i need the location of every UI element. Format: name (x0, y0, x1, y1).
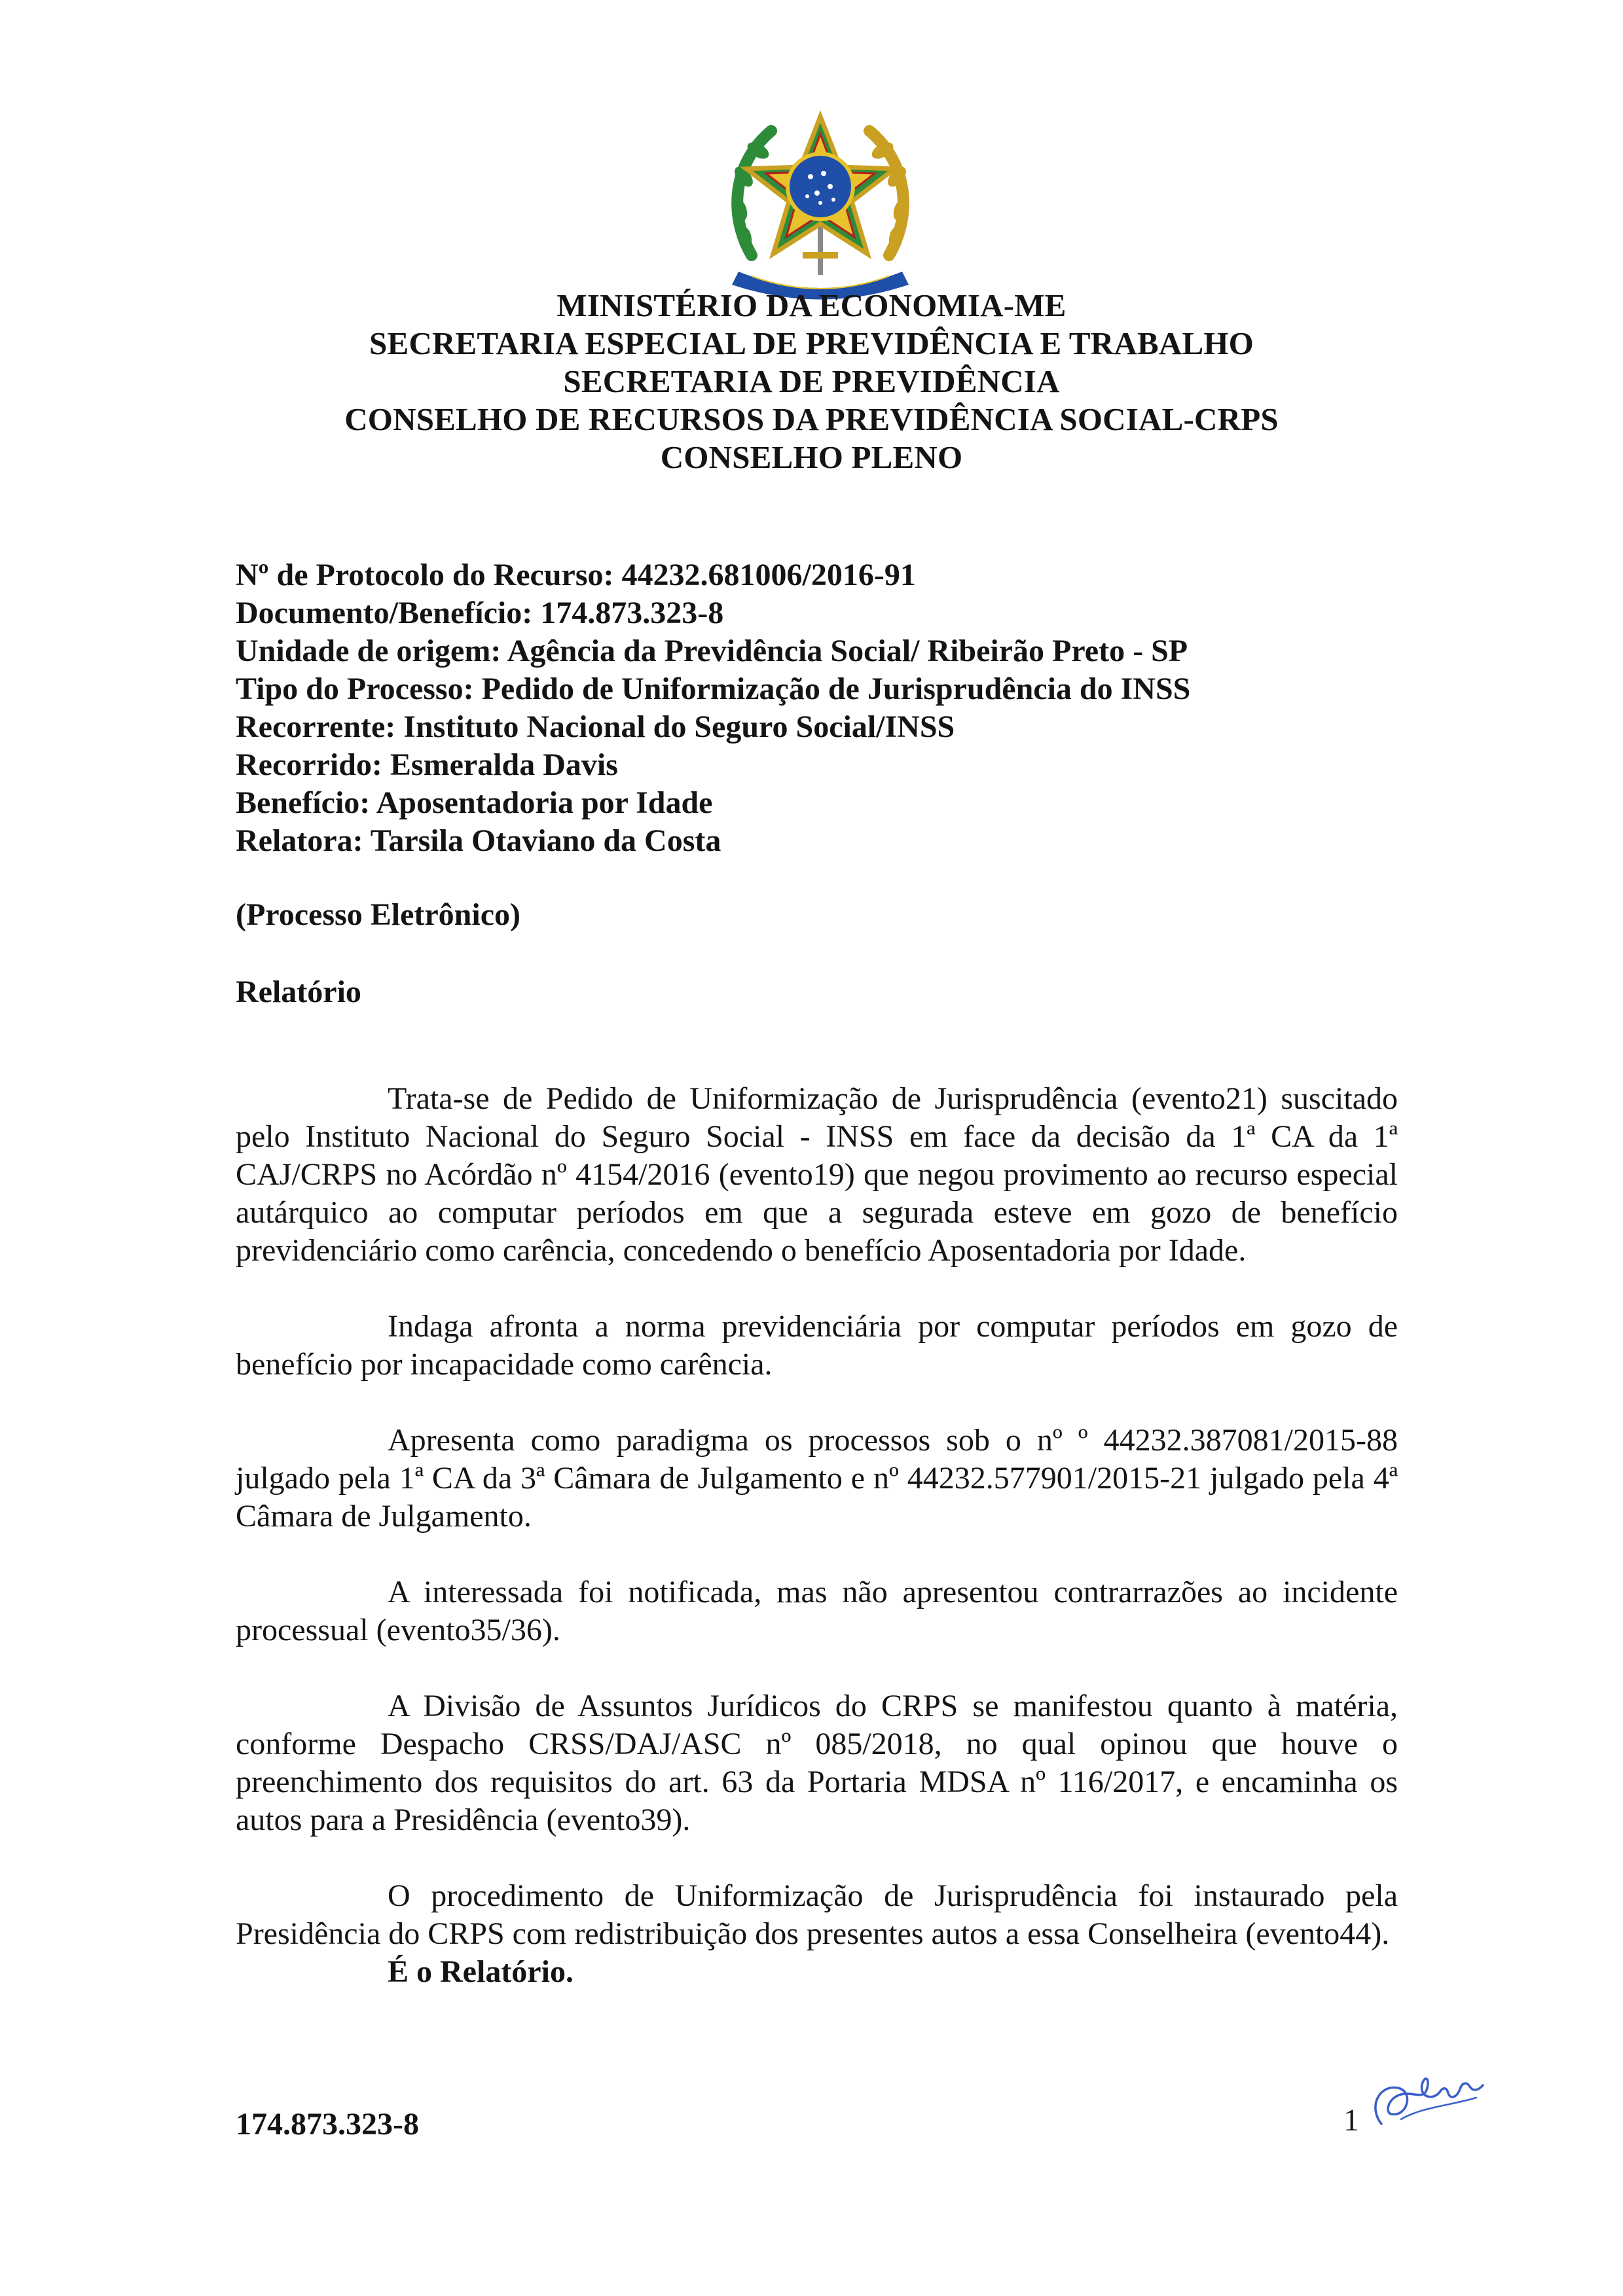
case-metadata (236, 556, 1414, 860)
meta-appellant: Recorrente: Instituto Nacional do Seguro Social/INSS (236, 709, 955, 744)
meta-protocol: Nº de Protocolo do Recurso: 44232.681006/2016-91 (236, 558, 916, 592)
meta-rapporteur: Relatora: Tarsila Otaviano da Costa (236, 823, 721, 858)
report-body (236, 1080, 1398, 1991)
header-special-secretariat: SECRETARIA ESPECIAL DE PREVIDÊNCIA E TRABALHO (369, 325, 1254, 361)
section-title: Relatório (236, 975, 361, 1009)
process-label: (Processo Eletrônico) (236, 897, 520, 932)
header-secretariat: SECRETARIA DE PREVIDÊNCIA (563, 363, 1060, 399)
header-plenary: CONSELHO PLENO (660, 439, 963, 475)
document-header (0, 287, 1623, 476)
coat-of-arms-icon (725, 105, 915, 301)
page-number: 1 (1343, 2103, 1359, 2138)
meta-appellee: Recorrido: Esmeralda Davis (236, 747, 618, 782)
paragraph: Indaga afronta a norma previdenciária por computar períodos em gozo de benefício por incapacidade como carência. (236, 1309, 1398, 1382)
meta-process-type: Tipo do Processo: Pedido de Uniformização de Jurisprudência do INSS (236, 672, 1191, 706)
paragraph: O procedimento de Uniformização de Jurisprudência foi instaurado pela Presidência do CRPS com redistribuição dos presentes autos a essa Conselheira (evento44). (236, 1878, 1398, 1951)
meta-document: Documento/Benefício: 174.873.323-8 (236, 596, 724, 630)
header-ministry: MINISTÉRIO DA ECONOMIA-ME (556, 287, 1067, 323)
footer-document-id: 174.873.323-8 (236, 2107, 419, 2142)
paragraph: A interessada foi notificada, mas não apresentou contrarrazões ao incidente processual (evento35/36). (236, 1575, 1398, 1647)
header-council: CONSELHO DE RECURSOS DA PREVIDÊNCIA SOCIAL-CRPS (344, 401, 1279, 437)
meta-benefit: Benefício: Aposentadoria por Idade (236, 785, 713, 820)
meta-origin-unit: Unidade de origem: Agência da Previdência Social/ Ribeirão Preto - SP (236, 634, 1188, 668)
closing-statement: É o Relatório. (388, 1954, 574, 1989)
paragraph: Trata-se de Pedido de Uniformização de Jurisprudência (evento21) suscitado pelo Instituto Nacional do Seguro Social - INSS em face da decisão da 1ª CA da 1ª CAJ/CRPS no Acórdão nº 4154/2016 (evento19) que negou provimento ao recurso especial autárquico ao computar períodos em que a segurada esteve em gozo de benefício previdenciário como carência, concedendo o benefício Aposentadoria por Idade. (236, 1081, 1398, 1268)
signature-icon (1362, 2062, 1486, 2140)
paragraph: A Divisão de Assuntos Jurídicos do CRPS se manifestou quanto à matéria, conforme Despacho CRSS/DAJ/ASC nº 085/2018, no qual opinou que houve o preenchimento dos requisitos do art. 63 da Portaria MDSA nº 116/2017, e encaminha os autos para a Presidência (evento39). (236, 1689, 1398, 1837)
paragraph: Apresenta como paradigma os processos sob o nº º 44232.387081/2015-88 julgado pela 1ª CA da 3ª Câmara de Julgamento e nº 44232.577901/2015-21 julgado pela 4ª Câmara de Julgamento. (236, 1423, 1398, 1534)
